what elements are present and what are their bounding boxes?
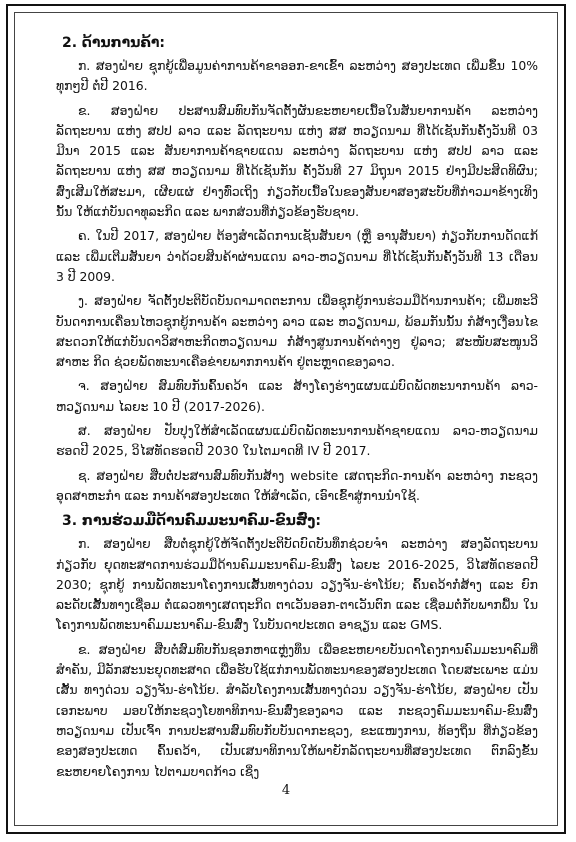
section-2-item-d: ງ. ສອງຝ່າຍ ຈັດຕັ້ງປະຕິບັດບັນດາມາດຕະການ ເພື່ອຊຸກຍູ້ການຮ່ວມມືດ້ານການຄ້າ; ເພີ່ມທະວີ ບັນດາການເຄື່ອນໄຫວຊຸກຍູ້ການຄ້າ ລະຫວ່າງ ລາວ ແລະ ຫວຽດນາມ, ພ້ອມກັນນັ້ນ ກໍສ້າງເງື່ອນໄຂ ສະດວກໃຫ້ແກ່ບັນດາວິສາຫະກິດຫວຽດນາມ ກໍ່ສ້າງສູນການຄ້າຕ່າງໆ ຢູ່ລາວ; ສະໜັບສະໜູນວິສາຫະ ກິດ ຊ່ວຍພັດທະນາເຄືອຂ່າຍພາກການຄ້າ ຢູ່ຕະຫຼາດຂອງລາວ. [56, 293, 538, 370]
section-3-item-b: ຂ. ສອງຝ່າຍ ສືບຕໍ່ສົມທົບກັນຊອກຫາແຫຼ່ງທຶນ ເພື່ອຂະຫຍາຍບັນດາໂຄງການຄົມມະນາຄົມທີ່ ສຳຄັນ, ມີລັກສະນະຍຸດທະສາດ ເພື່ອຮັບໃຊ້ແກ່ການພັດທະນາຂອງສອງປະເທດ ໂດຍສະເພາະ ແມ່ນເສັ້ນ ທາງດ່ວນ ວຽງຈັນ-ຮ່າໂນ້ຍ. ສຳລັບໂຄງການເສັ້ນທາງດ່ວນ ວຽງຈັນ-ຮ່າໂນ້ຍ, ສອງຝ່າຍ ເປັນເອກະພາບ ມອບໃຫ້ກະຊວງໂຍທາທິການ-ຂົນສົ່ງຂອງລາວ ແລະ ກະຊວງຄົມມະນາຄົມ-ຂົນສົ່ງຫວຽດນາມ ເປັນເຈົ້າ ການປະສານສົມທົບກັບບັນດາກະຊວງ, ຂະແໜງການ, ທ້ອງຖິ່ນ ທີ່ກ່ຽວຂ້ອງຂອງສອງປະເທດ ຄົ້ນຄວ້າ, ເປັນເສນາທິການໃຫ້ພາຍັກລັດຖະບານທີ່ສອງປະເທດ ຕົກລົງຂັ້ນຂະຫຍາຍໂຄງການ ໄປຕາມບາດກ້າວ ເຊິ່ງ [56, 641, 538, 779]
section-2-item-f: ສ. ສອງຝ່າຍ ປັບປຸງໃຫ້ສຳເລັດແຜນແມ່ບົດພັດທະນາການຄ້າຊາຍແດນ ລາວ-ຫວຽດນາມ ຮອດປີ 2025, ວິໄສທັດຮອດປີ 2030 ໃນໄຕມາດທີ IV ປີ 2017. [56, 423, 538, 459]
document-page [6, 4, 566, 834]
page-content [56, 32, 538, 786]
section-2-heading: 2. ດ້ານການຄ້າ: [62, 35, 166, 51]
section-3-item-a: ກ. ສອງຝ່າຍ ສືບຕໍ່ຊຸກຍູ້ໃຫ້ຈັດຕັ້ງປະຕິບັດບົດບັນທຶກຊ່ວຍຈຳ ລະຫວ່າງ ສອງລັດຖະບານ ກ່ຽວກັບ ຍຸດທະສາດການຮ່ວມມືດ້ານຄົມມະນາຄົມ-ຂົນສົ່ງ ໄລຍະ 2016-2025, ວິໄສທັດຮອດປີ 2030; ຊຸກຍູ້ ການພັດທະນາໂຄງການເສັ້ນທາງດ່ວນ ວຽງຈັນ-ຮ່າໂນ້ຍ; ຄົ້ນຄວ້າກໍ່ສ້າງ ແລະ ຍົກລະດັບເສັ້ນທາງເຊື່ອມ ຕໍ່ແລວທາງເສດຖະກິດ ຕາເວັນອອກ-ຕາເວັນຕົກ ແລະ ເຊື່ອມຕໍ່ກັບພາກພື້ນ ໃນໂຄງການພັດທະນາຄົມມະນາຄົມ-ຂົນສົ່ງ ໃນບັນດາປະເທດ ອາຊຽນ ແລະ GMS. [56, 536, 538, 633]
page-number: 4 [281, 783, 291, 798]
section-2-item-a: ກ. ສອງຝ່າຍ ຊຸກຍູ້ເພື່ອມູນຄ່າການຄ້າຂາອອກ-ຂາເຂົ້າ ລະຫວ່າງ ສອງປະເທດ ເພີ່ມຂຶ້ນ 10% ທຸກໆປີ ຕໍ່ປີ 2016. [56, 58, 538, 94]
section-3-heading: 3. ການຮ່ວມມືດ້ານຄົມມະນາຄົມ-ຂົນສົ່ງ: [62, 513, 321, 530]
section-2-item-g: ຊ. ສອງຝ່າຍ ສືບຕໍ່ປະສານສົມທົບກັນສ້າງ website ເສດຖະກິດ-ການຄ້າ ລະຫວ່າງ ກະຊວງອຸດສາຫະກຳ ແລະ ການຄ້າສອງປະເທດ ໃຫ້ສຳເລັດ, ເອົາເຂົ້າສູ່ການນຳໃຊ້. [56, 467, 538, 503]
section-2-item-e: ຈ. ສອງຝ່າຍ ສົມທົບກັນຄົ້ນຄວ້າ ແລະ ສ້າງໂຄງຮ່າງແຜນແມ່ບົດພັດທະນາການຄ້າ ລາວ-ຫວຽດນາມ ໄລຍະ 10 ປີ (2017-2026). [56, 378, 538, 414]
section-2-item-c: ຄ. ໃນປີ 2017, ສອງຝ່າຍ ຕ້ອງສຳເລັດການເຊັນສັນຍາ (ຫຼື ອານຸສັນຍາ) ກ່ຽວກັບການດັດແກ້ ແລະ ເພີ່ມເຕີມສັນຍາ ວ່າດ້ວຍສິນຄ້າຜ່ານແດນ ລາວ-ຫວຽດນາມ ທີ່ໄດ້ເຊັນກັນຄັ້ງວັນທີ 13 ເດືອນ 3 ປີ 2009. [56, 228, 538, 284]
section-2-item-b: ຂ. ສອງຝ່າຍ ປະສານສົມທົບກັນຈັດຕັ້ງຜັນຂະຫຍາຍເນື້ອໃນສັນຍາການຄ້າ ລະຫວ່າງ ລັດຖະບານ ແຫ່ງ ສປປ ລາວ ແລະ ລັດຖະບານ ແຫ່ງ ສສ ຫວຽດນາມ ທີ່ໄດ້ເຊັນກັນຄັ້ງວັນທີ 03 ມີນາ 2015 ແລະ ສັນຍາການຄ້າຊາຍແດນ ລະຫວ່າງ ລັດຖະບານ ແຫ່ງ ສປປ ລາວ ແລະ ລັດຖະບານ ແຫ່ງ ສສ ຫວຽດນາມ ທີ່ໄດ້ເຊັນກັນ ຄັ້ງວັນທີ 27 ມິຖຸນາ 2015 ຢ່າງມີປະສິດທິຜົນ; ສົ່ງເສີມໃຫ້ສະມາ, ເຜີຍແຜ່ ຢ່າງທົ່ວເຖິງ ກ່ຽວກັບເນື້ອໃນຂອງສັນຍາສອງສະບັບທີ່ກ່າວມາຂ້າງເທິງນັ້ນ ໃຫ້ແກ່ບັນດາທຸລະກິດ ແລະ ພາກສ່ວນທີ່ກ່ຽວຂ້ອງຮັບຊາບ. [56, 102, 538, 220]
